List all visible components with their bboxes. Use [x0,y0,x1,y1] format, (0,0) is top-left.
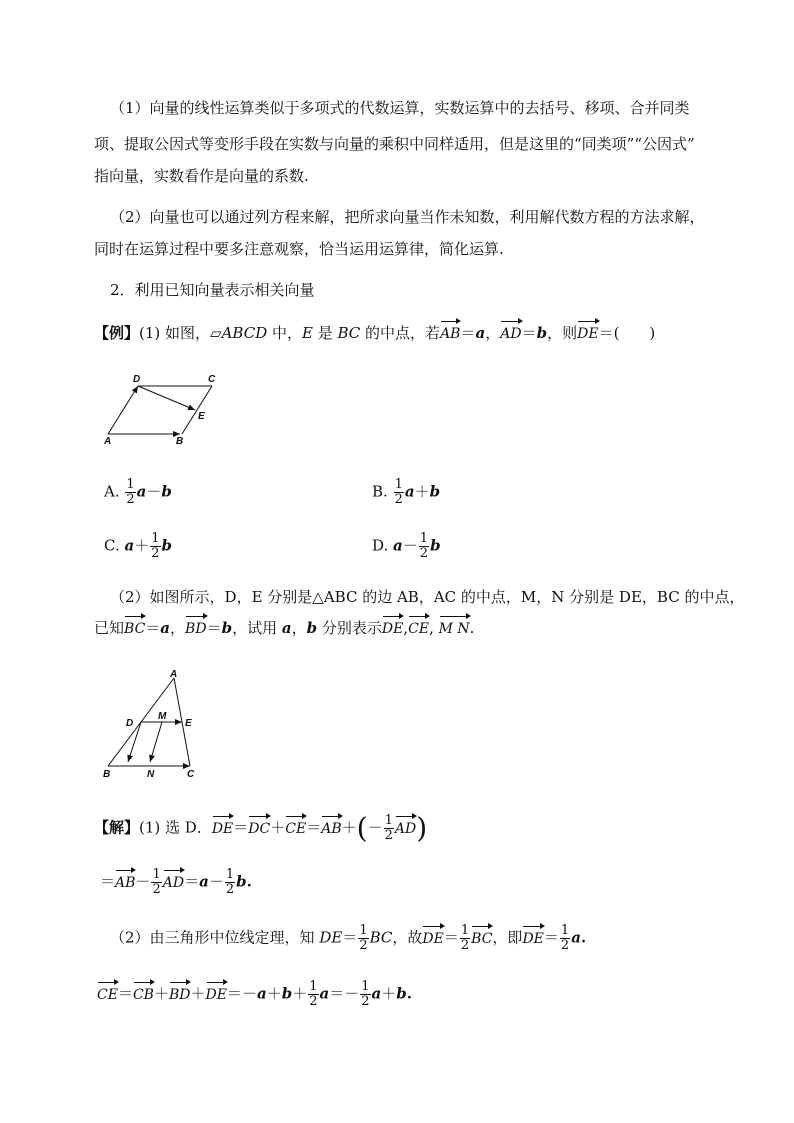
parallelogram-figure [98,370,228,448]
solution-line-4: CE＝CB＋BD＋DE＝－a＋b＋ $\frac{1}{2}$ a＝－ $\frac{1}{2}$ a＋b. [97,979,413,1009]
label-b: B [103,769,111,780]
option-a: A. $\frac{1}{2}$ a－b [104,477,172,507]
option-b: B. $\frac{1}{2}$ a＋b [372,477,441,507]
solution-line-3: （2）由三角形中位线定理，知 DE＝ $\frac{1}{2}$ BC，故DE＝ $\frac{1}{2}$ BC，即DE＝ $\frac{1}{2}$ a. [110,923,587,953]
example-1-question: 【例】(1) 如图，▱ABCD 中，E 是 BC 的中点，若AB＝a，AD＝b，则DE＝( ) [94,324,656,342]
option-c: C. a＋ $\frac{1}{2}$ b [104,531,173,561]
label-a: A [104,436,112,447]
solution-line-1: 【解】(1) 选 D．DE＝DC＋CE＝AB＋(－ $\frac{1}{2}$ AD) [94,811,428,845]
label-d: D [126,718,134,729]
paragraph-1-line-1: （1）向量的线性运算类似于多项式的代数运算，实数运算中的去括号、移项、合并同类 [110,99,690,117]
label-a: A [170,669,178,680]
vector-ad: AD [500,326,522,342]
paragraph-1-line-2: 项、提取公因式等变形手段在实数与向量的乘积中同样适用，但是这里的“同类项”“公因式” [94,135,695,153]
label-m: M [158,711,167,722]
label-c: C [208,374,216,385]
vector-de: DE [577,326,599,342]
label-e: E [198,411,205,422]
label-n: N [147,769,155,780]
paragraph-2-line-1: （2）向量也可以通过列方程来解，把所求向量当作未知数，利用解代数方程的方法求解， [110,208,705,226]
label-b: B [176,436,184,447]
label-c: C [187,769,195,780]
triangle-figure [98,666,208,782]
example-2-line-1: （2）如图所示，D，E 分别是△ABC 的边 AB，AC 的中点，M，N 分别是 DE，BC 的中点， [110,588,745,606]
paragraph-2-line-2: 同时在运算过程中要多注意观察，恰当运用运算律，简化运算. [94,240,504,258]
solution-line-2: ＝AB－ $\frac{1}{2}$ AD＝a－ $\frac{1}{2}$ b. [100,867,252,897]
section-heading: 2．利用已知向量表示相关向量 [110,281,315,299]
paragraph-1-line-3: 指向量，实数看作是向量的系数. [94,167,309,185]
label-e: E [185,718,192,729]
solution-tag: 【解】 [94,818,140,837]
vector-ab: AB [440,326,461,342]
option-d: D. a－ $\frac{1}{2}$ b [372,531,441,561]
example-2-line-2: 已知BC＝a，BD＝b，试用 a，b 分别表示DE,CE, M N. [94,619,475,637]
label-d: D [133,374,141,385]
example-tag: 【例】 [94,324,140,342]
